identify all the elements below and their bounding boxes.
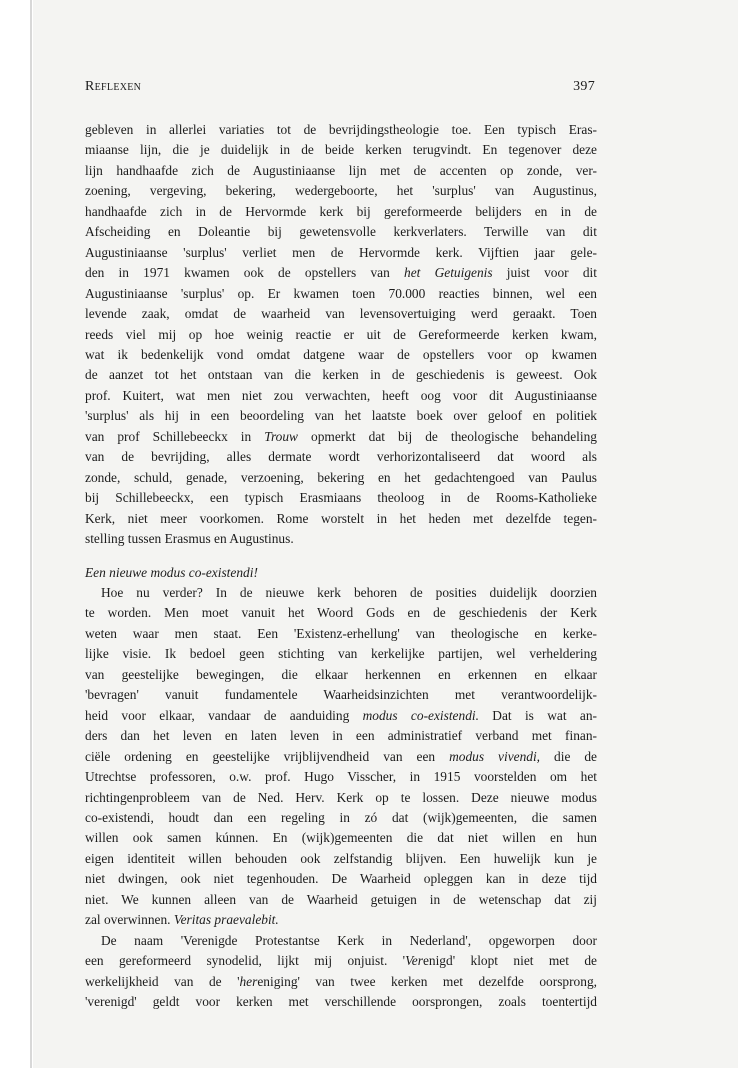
text-run: die de	[540, 748, 597, 764]
text-run: ciële ordening en geestelijke vrijblijvendheid van een	[85, 748, 450, 764]
text-line: te worden. Men moet vanuit het Woord Gods en de geschiedenis der Kerk	[85, 605, 597, 621]
text-run: heid voor elkaar, vandaar de aanduiding	[85, 707, 363, 723]
text-line: de aanzet tot het ontstaan van die kerken in de geschiedenis is geweest. Ook	[85, 367, 597, 383]
italic-run: het Getuigenis	[404, 265, 493, 281]
text-run: zal overwinnen.	[85, 912, 174, 928]
text-line: eigen identiteit willen behouden ook zelfstandig blijven. Een huwelijk kun je	[85, 850, 597, 866]
text-line	[85, 951, 597, 971]
text-line: Hoe nu verder? In de nieuwe kerk behoren de posities duidelijk doorzien	[101, 584, 597, 600]
running-title: Reflexen	[85, 79, 142, 94]
italic-run: Veritas praevalebit.	[173, 912, 279, 928]
text-line: richtingenprobleem van de Ned. Herv. Kerk op te lossen. Deze nieuwe modus	[85, 789, 597, 805]
text-line: wat ik bedenkelijk vond omdat datgene waar de opstellers voor op kwamen	[85, 346, 597, 362]
page-number: 397	[573, 79, 595, 94]
text-line: 'verenigd' geldt voor kerken met verschillende oorsprongen, zoals toentertijd	[85, 994, 597, 1010]
text-line	[85, 910, 597, 930]
text-line: van geestelijke bewegingen, die elkaar herkennen en erkennen en elkaar	[85, 666, 597, 682]
text-line: willen ook samen kúnnen. En (wijk)gemeenten die dat niet willen en hun	[85, 830, 597, 846]
text-line: Augustiniaanse 'surplus' op. Er kwamen toen 70.000 reacties binnen, wel een	[85, 285, 597, 301]
text-line	[85, 972, 597, 992]
text-line: De naam 'Verenigde Protestantse Kerk in Nederland', opgeworpen door	[101, 932, 597, 948]
text-line	[85, 747, 597, 767]
text-line: stelling tussen Erasmus en Augustinus.	[85, 531, 294, 547]
text-line: miaanse lijn, die je duidelijk in de beide kerken terugvindt. En tegenover deze	[85, 142, 597, 158]
text-line: reeds viel mij op hoe weinig reactie er uit de Gereformeerde kerken kwam,	[85, 326, 597, 342]
italic-run: Ver	[405, 953, 423, 969]
text-line: gebleven in allerlei variaties tot de bevrijdingstheologie toe. Een typisch Eras-	[85, 122, 597, 137]
text-line: bij Schillebeeckx, een typisch Erasmiaans theoloog in de Rooms-Katholieke	[85, 490, 597, 506]
section-heading: Een nieuwe modus co-existendi!	[85, 564, 258, 580]
text-line: co-existendi, houdt dan een regeling in zó dat (wijk)gemeenten, die samen	[85, 809, 597, 825]
text-line: van de bevrijding, alles dermate wordt verhorizontaliseerd dat woord als	[85, 449, 597, 465]
text-line: prof. Kuitert, wat men niet zou verwachten, heeft oog voor dit Augustiniaanse	[85, 387, 597, 403]
italic-run: modus co-existendi.	[362, 707, 479, 723]
text-run: den in 1971 kwamen ook de opstellers van	[85, 265, 404, 281]
text-line: handhaafde zich in de Hervormde kerk bij gereformeerde belijders en in de	[85, 203, 597, 219]
text-line: levende zaak, omdat de waarheid van levensovertuiging werd geraakt. Toen	[85, 306, 597, 322]
text-line: 'surplus' als hij in een beoordeling van het laatste boek over geloof en politiek	[85, 408, 597, 424]
italic-run: her	[239, 973, 258, 989]
text-line	[85, 263, 597, 283]
italic-run: Trouw	[264, 428, 298, 444]
text-line: lijke visie. Ik bedoel geen stichting van kerkelijke partijen, wel verheldering	[85, 646, 597, 662]
text-line: Kerk, niet meer voorkomen. Rome worstelt in het heden met dezelfde tegen-	[85, 510, 597, 526]
text-line: Augustiniaanse 'surplus' verliet men de Hervormde kerk. Vijftien jaar gele-	[85, 244, 597, 260]
text-run: enigd' klopt niet met de	[422, 953, 597, 969]
text-line: niet. We kunnen alleen van de Waarheid getuigen in de wetenschap dat zij	[85, 891, 597, 907]
text-run: eniging' van twee kerken met dezelfde oorsprong,	[257, 973, 597, 989]
text-line: lijn handhaafde zich de Augustiniaanse lijn met de accenten op zonde, ver-	[85, 162, 597, 178]
text-run: Dat is wat an-	[478, 707, 597, 723]
text-line: zoening, vergeving, bekering, wedergeboorte, het 'surplus' van Augustinus,	[85, 183, 597, 199]
text-line	[85, 706, 597, 726]
text-run: opmerkt dat bij de theologische behandeling	[298, 428, 597, 444]
text-line: niet dwingen, ook niet tegenhouden. De Waarheid opleggen kan in deze tijd	[85, 871, 597, 887]
text-run: werkelijkheid van de '	[85, 973, 240, 989]
text-run: juist voor dit	[492, 265, 597, 281]
text-line: 'bevragen' vanuit fundamentele Waarheidsinzichten met verantwoordelijk-	[85, 687, 597, 703]
text-run: van prof Schillebeeckx in	[85, 428, 265, 444]
text-run: een gereformeerd synodelid, lijkt mij onjuist. '	[85, 953, 406, 969]
text-line: weten waar men staat. Een 'Existenz-erhellung' van theologische en kerke-	[85, 625, 597, 641]
body-text	[85, 120, 597, 1012]
text-line: zonde, schuld, genade, verzoening, bekering en het gedachtengoed van Paulus	[85, 469, 597, 485]
italic-run: modus vivendi,	[449, 748, 541, 764]
scan-edge	[30, 0, 32, 1068]
text-line: ders dan het leven en laten leven in een administratief verband met finan-	[85, 728, 597, 744]
text-line: Utrechtse professoren, o.w. prof. Hugo Visscher, in 1915 voorstelden om het	[85, 769, 597, 785]
text-line: Afscheiding en Doleantie bij gewetensvolle kerkverlaters. Terwille van dit	[85, 224, 597, 240]
running-header	[85, 79, 595, 99]
text-line	[85, 427, 597, 447]
